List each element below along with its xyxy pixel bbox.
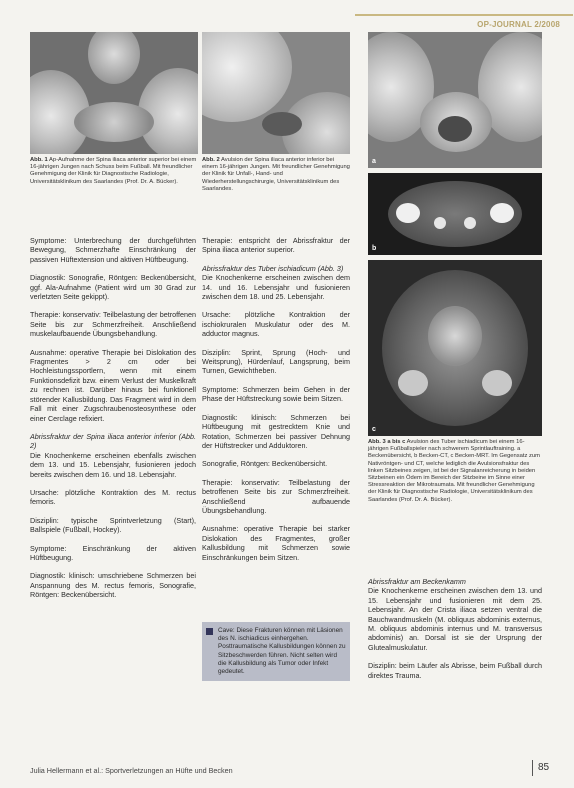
- paragraph: Ausnahme: operative Therapie bei Dislokation des Fragmentes > 2 cm oder bei Hochleistungssportlern, wenn mit einem Funktionsdefizit bzw. einem Verlust der Muskelkraft zu rechnen ist. Darüber hinaus bei funktionell störender Kallusbildung. Das Fragment wird in dem Fall mit einer Zugschraubenosteosynthese oder einer Cerclage refixiert.: [30, 347, 196, 423]
- figure-2-caption-label: Abb. 2: [202, 157, 220, 163]
- cave-callout: [202, 622, 350, 681]
- subheading: Abrissfraktur am Beckenkamm: [368, 577, 466, 586]
- paragraph: Diagnostik: klinisch: umschriebene Schmerzen bei Anspannung des M. rectus femoris, Sonografie, Röntgen: Beckenübersicht.: [30, 571, 196, 600]
- figure-2-xray: [202, 32, 350, 154]
- figure-2-caption-text: Avulsion der Spina iliaca anterior inferior bei einem 16-jährigen Jungen. Mit freundlicher Genehmigung der Klinik für Unfall-, Hand- und Wiederherstellungschirurgie, Universitätsklinikum des Saarlandes.: [202, 157, 350, 192]
- page-number: 85: [538, 762, 550, 773]
- figure-3c-label: c: [372, 426, 376, 433]
- figure-1-xray: [30, 32, 198, 154]
- figure-3b-label: b: [372, 245, 377, 252]
- paragraph: Die Knochenkerne erscheinen zwischen dem 14. und 16. Lebensjahr und fusionieren zwischen dem 18. und 25. Lebensjahr.: [202, 273, 350, 302]
- paragraph: Ursache: plötzliche Kontraktion des M. rectus femoris.: [30, 487, 196, 507]
- figure-1-caption-text: Ap-Aufnahme der Spina iliaca anterior superior bei einem 16-jährigen Jungen nach Schuss beim Fußball. Mit freundlicher Genehmigung der Klinik für Diagnostische Radiologie, Universitätsklinikum des Saarlandes (Prof. Dr. A. Bücker).: [30, 157, 197, 185]
- paragraph: Symptome: Schmerzen beim Gehen in der Phase der Hüftstreckung sowie beim Sitzen.: [202, 384, 350, 404]
- callout-text: Cave: Diese Frakturen können mit Läsionen des N. ischiadicus einhergehen. Posttraumatische Kallusbildungen können zu Sitzbeschwerden führen. Nicht selten wird die Kallusbildung als Tumor oder Infekt gedeutet.: [218, 627, 346, 676]
- paragraph: Die Knochenkerne erscheinen ebenfalls zwischen dem 13. und 15. Lebensjahr, fusionieren jedoch bereits zwischen dem 16. und 18. Lebensjahr.: [30, 450, 196, 479]
- footer-authors: Julia Hellermann et al.: Sportverletzungen an Hüfte und Becken: [30, 766, 233, 775]
- subheading: Abrissfraktur des Tuber ischiadicum (Abb. 3): [202, 263, 344, 273]
- paragraph: Disziplin: typische Sprintverletzung (Start), Ballspiele (Fußball, Hockey).: [30, 515, 196, 535]
- figure-3c-mri: [368, 260, 542, 436]
- figure-3-caption: [368, 439, 542, 504]
- figure-3a-label: a: [372, 158, 376, 165]
- figure-3a-xray: [368, 32, 542, 168]
- figure-1-caption: [30, 157, 198, 186]
- text-column-1: [30, 236, 196, 609]
- figure-2-caption: [202, 157, 350, 193]
- paragraph: Diagnostik: Sonografie, Röntgen: Beckenübersicht, ggf. Ala-Aufnahme (Patient wird um 30 Grad zur verletzten Seite gekippt).: [30, 273, 196, 302]
- paragraph: Die Knochenkerne erscheinen zwischen dem 13. und 15. Lebensjahr und fusionieren mit dem 25. Lebensjahr. An der Crista iliaca setzen ventral die Bauchwandmuskeln (M. obliquus abdominis externus, M. obliquus abdominis internus und M. transversus abdominis) an. Dorsal ist sie der Ursprung der Glutealmuskulatur.: [368, 586, 542, 652]
- paragraph: Therapie: konservativ: Teilbelastung der betroffenen Seite bis zur Schmerzfreiheit. Anschließend aufbauende Übungsbehandlung.: [202, 477, 350, 515]
- subheading: Abrissfraktur der Spina iliaca anterior inferior (Abb. 2): [30, 431, 196, 451]
- paragraph: Ursache: plötzliche Kontraktion der ischiokruralen Muskulatur oder des M. adductor magnus.: [202, 310, 350, 339]
- callout-marker-icon: [206, 628, 213, 635]
- figure-1-caption-label: Abb. 1: [30, 157, 48, 163]
- figure-3b-ct: [368, 173, 542, 255]
- paragraph: Therapie: konservativ: Teilbelastung der betroffenen Seite bis zur Schmerzfreiheit. Anschließend muskelaufbauende Übungsbehandlung.: [30, 310, 196, 339]
- figure-3-caption-label: Abb. 3 a bis c: [368, 439, 406, 445]
- paragraph: Diagnostik: klinisch: Schmerzen bei Hüftbeugung mit gestrecktem Knie und Rotation, Schmerzen bei passiver Dehnung der Hüftstrecker und Adduktoren.: [202, 412, 350, 450]
- paragraph: Ausnahme: operative Therapie bei starker Dislokation des Fragmentes, großer Kallusbildung mit Schmerzen sowie Einschränkungen beim Sitzen.: [202, 524, 350, 562]
- figure-3-caption-text: Avulsion des Tuber ischiadicum bei einem 16-jährigen Fußballspieler nach schwerem Sprintlauftraining. a Beckenübersicht, b Becken-CT, c Becken-MRT. Im Gegensatz zum Nativröntgen- und CT, welche lediglich die Avulsionsfraktur des linken Sitzbeines zeigen, ist bei der Signalanreicherung in beiden Sitzbeinen ein Ödem im Bereich der Sitzbeine im Sinne einer Stressreaktion der Mikrotraumata. Mit freundlicher Genehmigung der Klinik für Diagnostische Radiologie, Universitätsklinikum des Saarlandes (Prof. Dr. A. Bücker).: [368, 439, 540, 503]
- page-number-divider: [532, 760, 533, 776]
- paragraph: Disziplin: Sprint, Sprung (Hoch- und Weitsprung), Hürdenlauf, Langsprung, beim Turnen, Gewichtheben.: [202, 347, 350, 376]
- paragraph: Disziplin: beim Läufer als Abrisse, beim Fußball durch direktes Trauma.: [368, 661, 542, 680]
- paragraph: Symptome: Unterbrechung der durchgeführten Bewegung, Schmerzhafte Einschränkung der passiven Hüftextension und aktiven Hüftbeugung.: [30, 236, 196, 264]
- paragraph: Sonografie, Röntgen: Beckenübersicht.: [202, 459, 328, 469]
- paragraph: Symptome: Einschränkung der aktiven Hüftbeugung.: [30, 543, 196, 562]
- header-rule: [355, 14, 573, 16]
- paragraph: Therapie: entspricht der Abrissfraktur der Spina iliaca anterior superior.: [202, 236, 350, 255]
- text-column-3: [368, 577, 542, 689]
- text-column-2: [202, 236, 350, 571]
- journal-title: OP-JOURNAL 2/2008: [477, 20, 560, 29]
